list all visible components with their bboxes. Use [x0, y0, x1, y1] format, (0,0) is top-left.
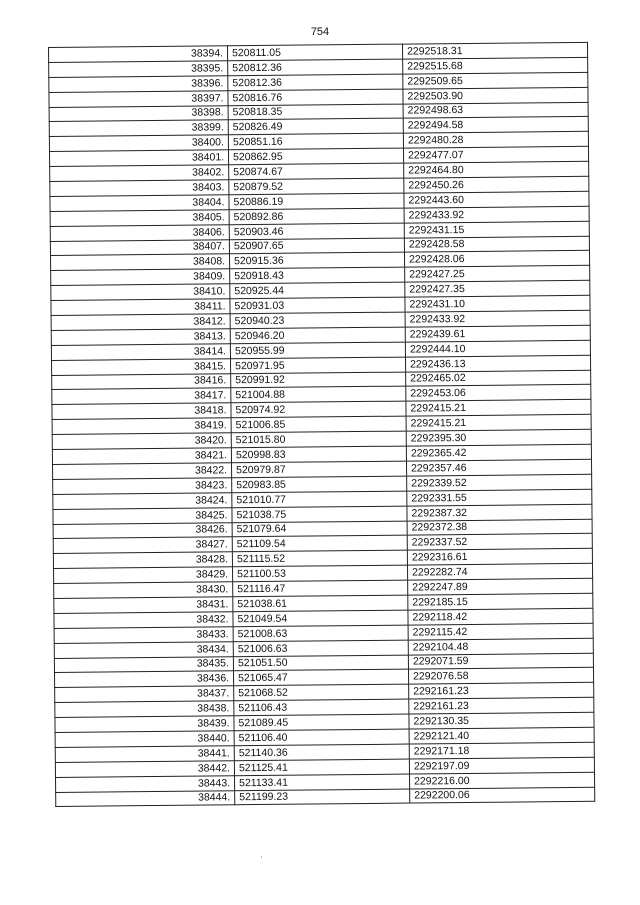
x-coordinate-cell: 520974.92	[231, 401, 406, 418]
x-coordinate-cell: 520816.76	[228, 89, 403, 106]
x-coordinate-cell: 520991.92	[231, 372, 406, 389]
x-coordinate-cell: 521100.53	[232, 565, 407, 582]
point-id-cell: 38429.	[54, 567, 233, 584]
y-coordinate-cell: 2292443.60	[404, 191, 589, 208]
x-coordinate-cell: 520907.65	[229, 238, 404, 255]
x-coordinate-cell: 520918.43	[230, 267, 405, 284]
y-coordinate-cell: 2292339.52	[407, 474, 592, 491]
y-coordinate-cell: 2292503.90	[403, 87, 588, 104]
scan-mark	[261, 856, 262, 858]
point-id-cell: 38413.	[51, 329, 230, 346]
x-coordinate-cell: 520811.05	[227, 44, 402, 61]
x-coordinate-cell: 521106.43	[234, 699, 409, 716]
y-coordinate-cell: 2292428.06	[404, 251, 589, 268]
point-id-cell: 38404.	[50, 195, 229, 212]
x-coordinate-cell: 520971.95	[230, 357, 405, 374]
y-coordinate-cell: 2292431.15	[404, 221, 589, 238]
y-coordinate-cell: 2292494.58	[403, 117, 588, 134]
point-id-cell: 38422.	[53, 463, 232, 480]
point-id-cell: 38436.	[55, 671, 234, 688]
coordinates-table	[48, 42, 595, 808]
point-id-cell: 38395.	[49, 61, 228, 78]
x-coordinate-cell: 521006.63	[233, 640, 408, 657]
point-id-cell: 38423.	[53, 478, 232, 495]
y-coordinate-cell: 2292365.42	[406, 444, 591, 461]
y-coordinate-cell: 2292509.65	[403, 72, 588, 89]
point-id-cell: 38430.	[54, 582, 233, 599]
x-coordinate-cell: 521006.85	[231, 416, 406, 433]
x-coordinate-cell: 520931.03	[230, 297, 405, 314]
y-coordinate-cell: 2292498.63	[403, 102, 588, 119]
y-coordinate-cell: 2292431.10	[405, 295, 590, 312]
y-coordinate-cell: 2292337.52	[407, 534, 592, 551]
point-id-cell: 38425.	[53, 507, 232, 524]
y-coordinate-cell: 2292076.58	[408, 668, 593, 685]
point-id-cell: 38407.	[50, 239, 229, 256]
y-coordinate-cell: 2292415.21	[406, 400, 591, 417]
y-coordinate-cell: 2292464.80	[404, 161, 589, 178]
point-id-cell: 38434.	[54, 641, 233, 658]
point-id-cell: 38420.	[52, 433, 231, 450]
x-coordinate-cell: 520925.44	[230, 282, 405, 299]
y-coordinate-cell: 2292161.23	[409, 683, 594, 700]
point-id-cell: 38401.	[50, 150, 229, 167]
y-coordinate-cell: 2292450.26	[404, 176, 589, 193]
y-coordinate-cell: 2292444.10	[405, 340, 590, 357]
x-coordinate-cell: 521015.80	[231, 431, 406, 448]
point-id-cell: 38428.	[53, 552, 232, 569]
point-id-cell: 38444.	[56, 790, 235, 807]
x-coordinate-cell: 521199.23	[235, 789, 410, 806]
point-id-cell: 38419.	[52, 418, 231, 435]
x-coordinate-cell: 521133.41	[235, 774, 410, 791]
x-coordinate-cell: 521140.36	[234, 744, 409, 761]
x-coordinate-cell: 521068.52	[234, 684, 409, 701]
y-coordinate-cell: 2292427.25	[405, 266, 590, 283]
point-id-cell: 38408.	[51, 254, 230, 271]
point-id-cell: 38411.	[51, 299, 230, 316]
coordinates-table-wrapper	[48, 42, 567, 807]
x-coordinate-cell: 521038.61	[233, 595, 408, 612]
x-coordinate-cell: 521038.75	[232, 506, 407, 523]
point-id-cell: 38399.	[49, 120, 228, 137]
point-id-cell: 38418.	[52, 403, 231, 420]
y-coordinate-cell: 2292118.42	[408, 608, 593, 625]
x-coordinate-cell: 521008.63	[233, 625, 408, 642]
x-coordinate-cell: 520979.87	[231, 461, 406, 478]
x-coordinate-cell: 520812.36	[228, 59, 403, 76]
point-id-cell: 38402.	[50, 165, 229, 182]
x-coordinate-cell: 520879.52	[229, 178, 404, 195]
point-id-cell: 38412.	[51, 314, 230, 331]
y-coordinate-cell: 2292197.09	[409, 757, 594, 774]
x-coordinate-cell: 520903.46	[229, 223, 404, 240]
x-coordinate-cell: 520826.49	[228, 119, 403, 136]
point-id-cell: 38405.	[50, 210, 229, 227]
point-id-cell: 38443.	[56, 775, 235, 792]
x-coordinate-cell: 520998.83	[231, 446, 406, 463]
x-coordinate-cell: 521051.50	[233, 655, 408, 672]
point-id-cell: 38400.	[49, 135, 228, 152]
point-id-cell: 38421.	[52, 448, 231, 465]
y-coordinate-cell: 2292518.31	[402, 42, 587, 59]
point-id-cell: 38396.	[49, 76, 228, 93]
point-id-cell: 38439.	[55, 716, 234, 733]
y-coordinate-cell: 2292433.92	[404, 206, 589, 223]
y-coordinate-cell: 2292282.74	[407, 563, 592, 580]
y-coordinate-cell: 2292247.89	[408, 578, 593, 595]
page-number: 754	[310, 26, 330, 38]
y-coordinate-cell: 2292387.32	[407, 504, 592, 521]
point-id-cell: 38424.	[53, 492, 232, 509]
x-coordinate-cell: 520983.85	[232, 476, 407, 493]
y-coordinate-cell: 2292428.58	[404, 236, 589, 253]
y-coordinate-cell: 2292436.13	[405, 355, 590, 372]
coordinates-table-body	[49, 42, 595, 807]
y-coordinate-cell: 2292357.46	[406, 459, 591, 476]
x-coordinate-cell: 520946.20	[230, 327, 405, 344]
x-coordinate-cell: 521089.45	[234, 714, 409, 731]
y-coordinate-cell: 2292161.23	[409, 697, 594, 714]
y-coordinate-cell: 2292121.40	[409, 727, 594, 744]
point-id-cell: 38438.	[55, 701, 234, 718]
point-id-cell: 38406.	[50, 224, 229, 241]
x-coordinate-cell: 521004.88	[231, 387, 406, 404]
point-id-cell: 38417.	[52, 388, 231, 405]
point-id-cell: 38437.	[55, 686, 234, 703]
x-coordinate-cell: 520862.95	[228, 148, 403, 165]
y-coordinate-cell: 2292427.35	[405, 281, 590, 298]
y-coordinate-cell: 2292415.21	[406, 415, 591, 432]
point-id-cell: 38431.	[54, 597, 233, 614]
point-id-cell: 38427.	[53, 537, 232, 554]
x-coordinate-cell: 520915.36	[229, 253, 404, 270]
y-coordinate-cell: 2292216.00	[409, 772, 594, 789]
point-id-cell: 38432.	[54, 612, 233, 629]
x-coordinate-cell: 520955.99	[230, 342, 405, 359]
y-coordinate-cell: 2292331.55	[407, 489, 592, 506]
y-coordinate-cell: 2292515.68	[403, 57, 588, 74]
x-coordinate-cell: 521010.77	[232, 491, 407, 508]
point-id-cell: 38416.	[52, 373, 231, 390]
y-coordinate-cell: 2292477.07	[403, 147, 588, 164]
point-id-cell: 38398.	[49, 105, 228, 122]
y-coordinate-cell: 2292480.28	[403, 132, 588, 149]
point-id-cell: 38426.	[53, 522, 232, 539]
point-id-cell: 38414.	[51, 344, 230, 361]
x-coordinate-cell: 521079.64	[232, 521, 407, 538]
y-coordinate-cell: 2292372.38	[407, 519, 592, 536]
x-coordinate-cell: 521065.47	[233, 669, 408, 686]
x-coordinate-cell: 520940.23	[230, 312, 405, 329]
x-coordinate-cell: 521115.52	[232, 550, 407, 567]
x-coordinate-cell: 520886.19	[229, 193, 404, 210]
x-coordinate-cell: 520892.86	[229, 208, 404, 225]
point-id-cell: 38403.	[50, 180, 229, 197]
y-coordinate-cell: 2292453.06	[406, 385, 591, 402]
y-coordinate-cell: 2292433.92	[405, 310, 590, 327]
point-id-cell: 38394.	[49, 46, 228, 63]
y-coordinate-cell: 2292071.59	[408, 653, 593, 670]
y-coordinate-cell: 2292115.42	[408, 623, 593, 640]
point-id-cell: 38415.	[52, 358, 231, 375]
x-coordinate-cell: 521125.41	[234, 759, 409, 776]
y-coordinate-cell: 2292185.15	[408, 593, 593, 610]
x-coordinate-cell: 521116.47	[233, 580, 408, 597]
y-coordinate-cell: 2292465.02	[406, 370, 591, 387]
point-id-cell: 38440.	[55, 731, 234, 748]
y-coordinate-cell: 2292171.18	[409, 742, 594, 759]
x-coordinate-cell: 521109.54	[232, 535, 407, 552]
x-coordinate-cell: 520851.16	[228, 133, 403, 150]
point-id-cell: 38397.	[49, 90, 228, 107]
x-coordinate-cell: 521049.54	[233, 610, 408, 627]
x-coordinate-cell: 521106.40	[234, 729, 409, 746]
point-id-cell: 38442.	[55, 760, 234, 777]
y-coordinate-cell: 2292104.48	[408, 638, 593, 655]
y-coordinate-cell: 2292439.61	[405, 325, 590, 342]
point-id-cell: 38441.	[55, 746, 234, 763]
point-id-cell: 38409.	[51, 269, 230, 286]
x-coordinate-cell: 520818.35	[228, 104, 403, 121]
y-coordinate-cell: 2292200.06	[410, 787, 595, 804]
y-coordinate-cell: 2292395.30	[406, 429, 591, 446]
x-coordinate-cell: 520874.67	[229, 163, 404, 180]
point-id-cell: 38433.	[54, 626, 233, 643]
x-coordinate-cell: 520812.36	[228, 74, 403, 91]
y-coordinate-cell: 2292316.61	[407, 549, 592, 566]
y-coordinate-cell: 2292130.35	[409, 712, 594, 729]
point-id-cell: 38435.	[54, 656, 233, 673]
point-id-cell: 38410.	[51, 284, 230, 301]
